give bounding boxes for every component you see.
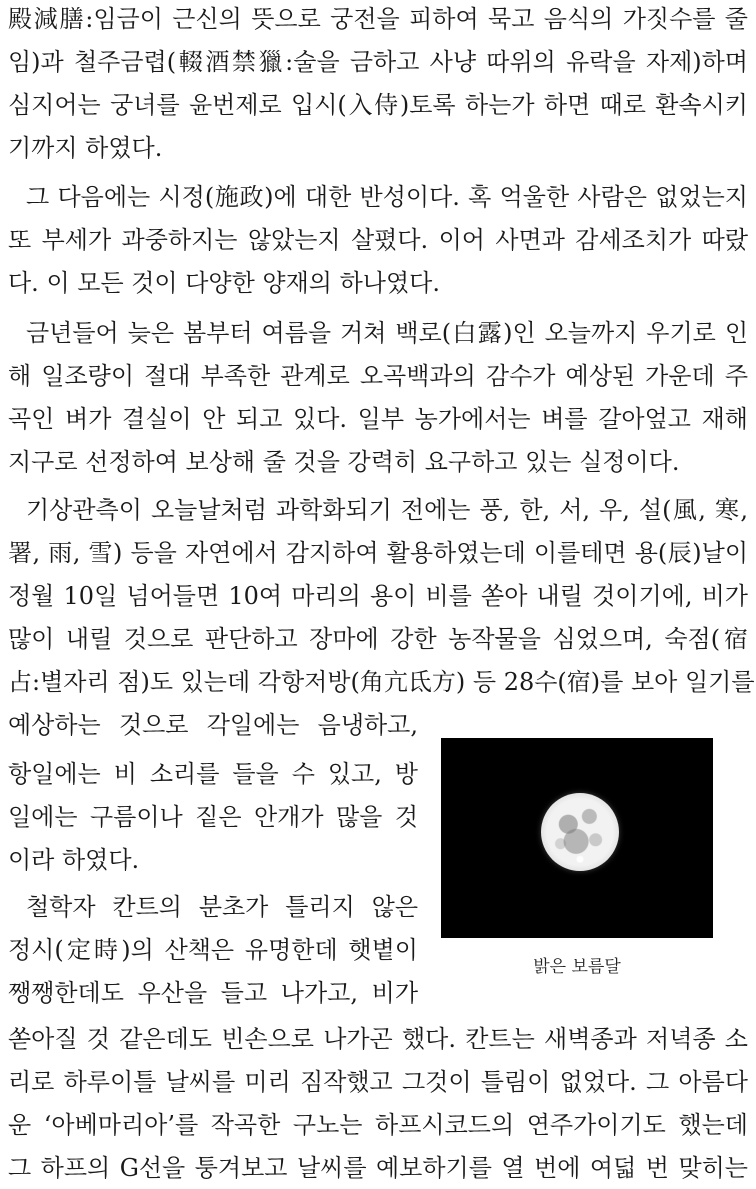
text-line: 기까지 하였다. — [8, 134, 163, 162]
text-line: 지구로 선정하여 보상해 줄 것을 강력히 요구하고 있는 실정이다. — [8, 448, 680, 476]
text-line: 그 하프의 G선을 퉁겨보고 날씨를 예보하기를 열 번에 여덟 번 맞히는 — [8, 1154, 748, 1182]
text-line: 임)과 철주금렵(輟酒禁獵:술을 금하고 사냥 따위의 유락을 자제)하며 — [8, 48, 748, 76]
text-line: 다. 이 모든 것이 다양한 양재의 하나였다. — [8, 269, 440, 297]
moon-figure — [441, 738, 713, 977]
full-moon-image — [541, 793, 619, 871]
text-line: 운 ‘아베마리아’를 작곡한 구노는 하프시코드의 연주가이기도 했는데 — [8, 1111, 748, 1139]
paragraph-first-line: 기상관측이 오늘날처럼 과학화되기 전에는 풍, 한, 서, 우, 설(風, 寒, — [26, 496, 748, 524]
text-line: 정월 10일 넘어들면 10여 마리의 용이 비를 쏟아 내릴 것이기에, 비가 — [8, 582, 748, 610]
text-line: 곡인 벼가 결실이 안 되고 있다. 일부 농가에서는 벼를 갈아엎고 재해 — [8, 405, 748, 433]
text-line: 정시(定時)의 산책은 유명한데 햇볕이 — [8, 936, 418, 964]
text-line: 쏟아질 것 같은데도 빈손으로 나가곤 했다. 칸트는 새벽종과 저녁종 소 — [8, 1025, 748, 1053]
moon-photo — [441, 738, 713, 938]
text-line: 많이 내릴 것으로 판단하고 장마에 강한 농작물을 심었으며, 숙점(宿 — [8, 625, 748, 653]
text-line: 일에는 구름이나 짙은 안개가 많을 것 — [8, 803, 418, 831]
paragraph-first-line: 철학자 칸트의 분초가 틀리지 않은 — [26, 893, 418, 921]
text-line: 예상하는 것으로 각일에는 음냉하고, — [8, 711, 418, 739]
text-line: 항일에는 비 소리를 들을 수 있고, 방 — [8, 760, 418, 788]
text-line: 심지어는 궁녀를 윤번제로 입시(入侍)토록 하는가 하면 때로 환속시키 — [8, 91, 748, 119]
figure-caption: 밝은 보름달 — [533, 957, 621, 977]
document-page — [8, 0, 755, 1189]
text-line: 殿減膳:임금이 근신의 뜻으로 궁전을 피하여 묵고 음식의 가짓수를 줄 — [8, 5, 748, 33]
text-line: 쨍쨍한데도 우산을 들고 나가고, 비가 — [8, 979, 418, 1007]
text-line: 署, 雨, 雪) 등을 자연에서 감지하여 활용하였는데 이를테면 용(辰)날이 — [8, 539, 748, 567]
text-line: 占:별자리 점)도 있는데 각항저방(角亢氐方) 등 28수(宿)를 보아 일기를 — [8, 668, 755, 696]
text-line: 또 부세가 과중하지는 않았는지 살폈다. 이어 사면과 감세조치가 따랐 — [8, 226, 748, 254]
text-line: 해 일조량이 절대 부족한 관계로 오곡백과의 감수가 예상된 가운데 주 — [8, 362, 748, 390]
text-line: 이라 하였다. — [8, 846, 140, 874]
paragraph-first-line: 그 다음에는 시정(施政)에 대한 반성이다. 혹 억울한 사람은 없었는지 — [26, 183, 748, 211]
paragraph-first-line: 금년들어 늦은 봄부터 여름을 거쳐 백로(白露)인 오늘까지 우기로 인 — [26, 319, 748, 347]
text-line: 리로 하루이틀 날씨를 미리 짐작했고 그것이 틀림이 없었다. 그 아름다 — [8, 1068, 748, 1096]
